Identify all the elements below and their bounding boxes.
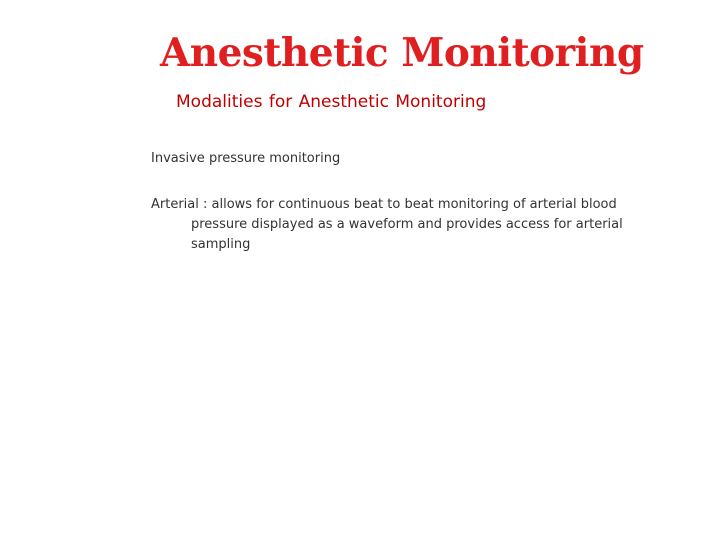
paragraph-arterial: Arterial : allows for continuous beat to beat monitoring of arterial blood pressure displayed as a waveform and provides access for arterial sampling [151,197,623,252]
slide-title: Anesthetic Monitoring [160,30,644,76]
paragraph-invasive-pressure: Invasive pressure monitoring [151,151,341,166]
slide-subtitle: Modalities for Anesthetic Monitoring [176,92,487,112]
